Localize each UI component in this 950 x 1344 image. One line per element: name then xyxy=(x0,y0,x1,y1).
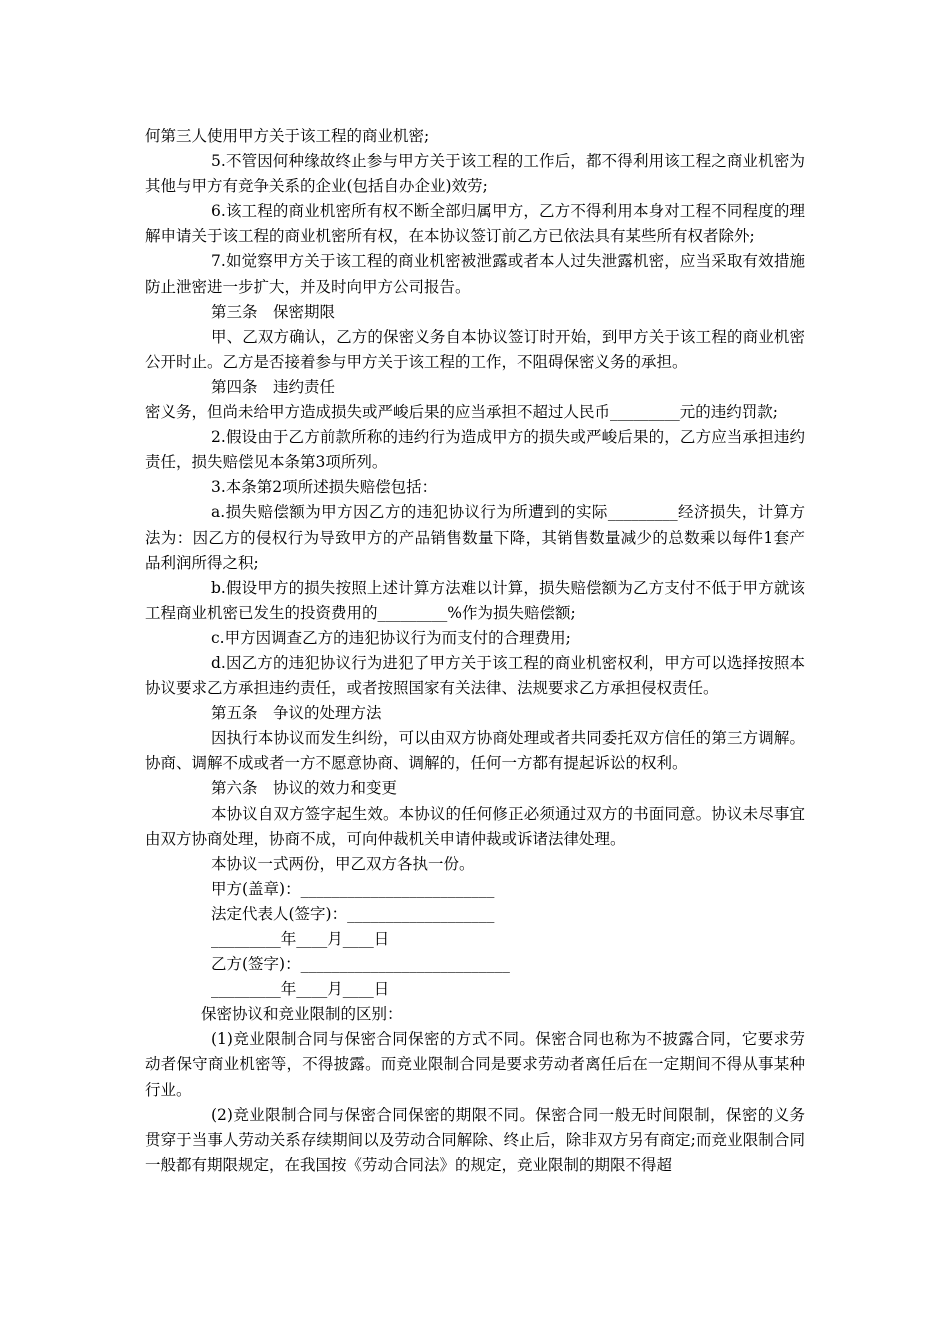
paragraph: 本协议自双方签字起生效。本协议的任何修正必须通过双方的书面同意。协议未尽事宜由双方协商处理，协商不成，可向仲裁机关申请仲裁或诉诸法律处理。 xyxy=(145,804,805,848)
paragraph: a.损失赔偿额为甲方因乙方的违犯协议行为所遭到的实际_________经济损失，计算方法为：因乙方的侵权行为导致甲方的产品销售数量下降，其销售数量减少的总数乘以每件1套产品利润所得之积; xyxy=(145,503,805,572)
signature-line-party-a: 甲方(盖章)：_________________________ xyxy=(211,879,495,898)
subsection-heading: 保密协议和竞业限制的区别： xyxy=(201,1005,403,1024)
section-heading: 第五条 争议的处理方法 xyxy=(211,704,382,723)
paragraph: b.假设甲方的损失按照上述计算方法难以计算，损失赔偿额为乙方支付不低于甲方就该工程商业机密已发生的投资费用的_________%作为损失赔偿额; xyxy=(145,578,805,622)
paragraph: d.因乙方的违犯协议行为进犯了甲方关于该工程的商业机密权利，甲方可以选择按照本协议要求乙方承担违约责任，或者按照国家有关法律、法规要求乙方承担侵权责任。 xyxy=(145,653,805,698)
paragraph: 本协议一式两份，甲乙双方各执一份。 xyxy=(211,854,475,873)
paragraph: 密义务，但尚未给甲方造成损失或严峻后果的应当承担不超过人民币_________元的违约罚款; xyxy=(145,403,778,422)
paragraph: c.甲方因调查乙方的违犯协议行为而支付的合理费用; xyxy=(211,628,571,647)
paragraph: 甲、乙双方确认，乙方的保密义务自本协议签订时开始，到甲方关于该工程的商业机密公开时止。乙方是否接着参与甲方关于该工程的工作，不阻碍保密义务的承担。 xyxy=(145,327,805,371)
paragraph: 何第三人使用甲方关于该工程的商业机密; xyxy=(145,127,430,145)
paragraph: 7.如觉察甲方关于该工程的商业机密被泄露或者本人过失泄露机密，应当采取有效措施防止泄密进一步扩大，并及时向甲方公司报告。 xyxy=(145,252,805,296)
document-body xyxy=(145,124,805,1178)
paragraph: (2)竞业限制合同与保密合同保密的期限不同。保密合同一般无时间限制，保密的义务贯穿于当事人劳动关系存续期间以及劳动合同解除、终止后，除非双方另有商定;而竞业限制合同一般都有期限规定，在我国按《劳动合同法》的规定，竞业限制的期限不得超 xyxy=(145,1105,805,1174)
date-line: _________年____月____日 xyxy=(211,980,390,999)
paragraph: 2.假设由于乙方前款所称的违约行为造成甲方的损失或严峻后果的，乙方应当承担违约责任，损失赔偿见本条第3项所列。 xyxy=(145,428,805,472)
paragraph: (1)竞业限制合同与保密合同保密的方式不同。保密合同也称为不披露合同，它要求劳动者保守商业机密等，不得披露。而竞业限制合同是要求劳动者离任后在一定期间不得从事某种行业。 xyxy=(145,1030,805,1099)
paragraph: 3.本条第2项所述损失赔偿包括： xyxy=(211,478,438,497)
paragraph: 5.不管因何种缘故终止参与甲方关于该工程的工作后，都不得利用该工程之商业机密为其他与甲方有竞争关系的企业(包括自办企业)效劳; xyxy=(145,152,805,196)
section-heading: 第六条 协议的效力和变更 xyxy=(211,779,398,798)
paragraph: 因执行本协议而发生纠纷，可以由双方协商处理或者共同委托双方信任的第三方调解。协商、调解不成或者一方不愿意协商、调解的，任何一方都有提起诉讼的权利。 xyxy=(145,729,805,773)
section-heading: 第三条 保密期限 xyxy=(211,302,336,321)
paragraph: 6.该工程的商业机密所有权不断全部归属甲方，乙方不得利用本身对工程不同程度的理解申请关于该工程的商业机密所有权，在本协议签订前乙方已依法具有某些所有权者除外; xyxy=(145,202,805,246)
signature-line-legal-rep: 法定代表人(签字)：___________________ xyxy=(211,904,495,923)
signature-line-party-b: 乙方(签字)：___________________________ xyxy=(211,955,510,974)
section-heading: 第四条 违约责任 xyxy=(211,377,336,396)
date-line: _________年____月____日 xyxy=(211,930,390,948)
